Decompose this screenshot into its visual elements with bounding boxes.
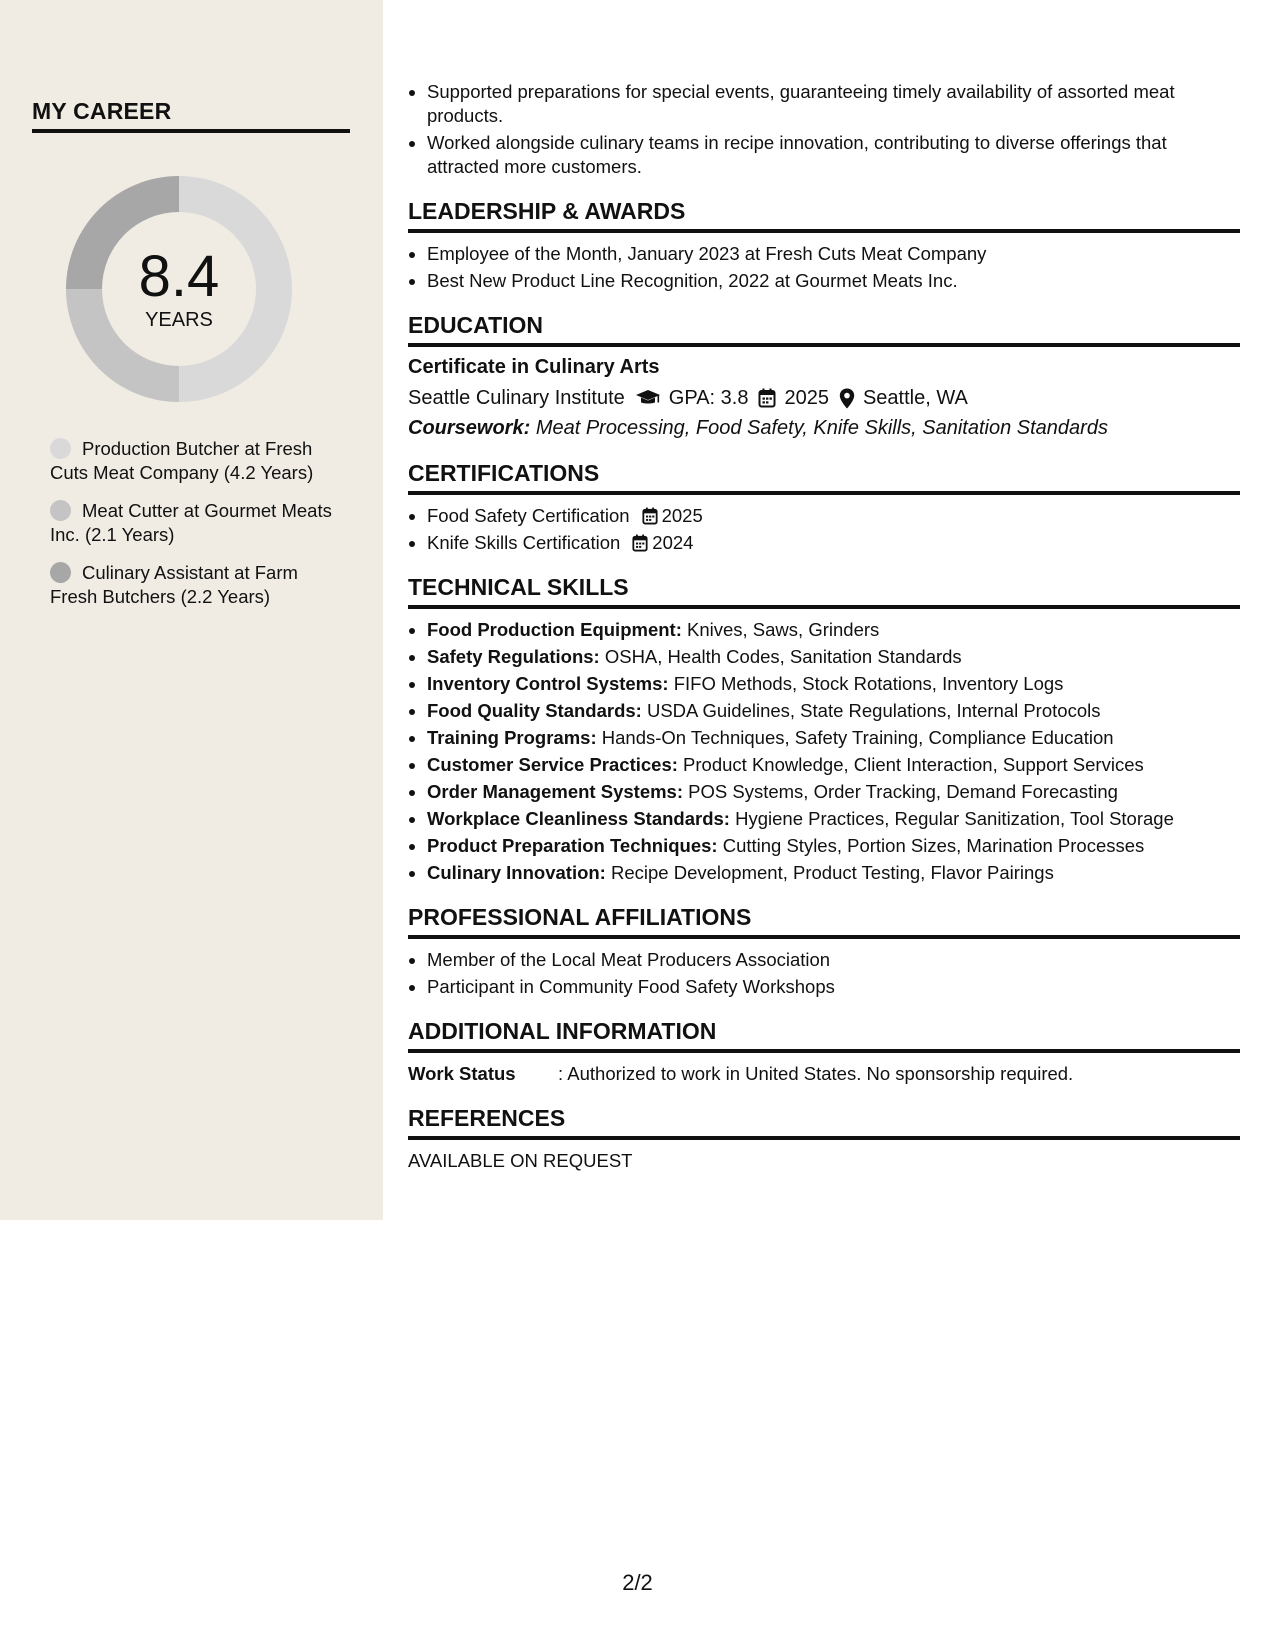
calendar-icon <box>758 388 776 408</box>
work-status-row <box>408 1062 1240 1086</box>
skill-label: Culinary Innovation: <box>427 862 606 883</box>
technical-skills-heading: TECHNICAL SKILLS <box>408 574 1240 609</box>
experience-bullets <box>408 80 1240 179</box>
skill-value: Knives, Saws, Grinders <box>687 619 880 640</box>
list-item: • Best New Product Line Recognition, 2022 at Gourmet Meats Inc. <box>427 269 1240 293</box>
skill-value: Cutting Styles, Portion Sizes, Marination Processes <box>722 835 1145 856</box>
skill-value: OSHA, Health Codes, Sanitation Standards <box>604 646 962 667</box>
skill-value: USDA Guidelines, State Regulations, Internal Protocols <box>646 700 1101 721</box>
certification-year: 2025 <box>661 505 703 526</box>
graduation-cap-icon <box>635 388 661 408</box>
donut-value: 8.4 <box>138 243 220 309</box>
degree-title: Certificate in Culinary Arts <box>408 356 660 378</box>
legend-dot <box>50 562 71 583</box>
references-text: AVAILABLE ON REQUEST <box>408 1150 633 1171</box>
skill-item <box>427 834 1240 858</box>
legend-label: Meat Cutter at Gourmet Meats Inc. (2.1 Years) <box>50 500 332 545</box>
affiliations-list <box>408 948 1240 999</box>
skill-label: Product Preparation Techniques: <box>427 835 718 856</box>
skill-label: Training Programs: <box>427 727 597 748</box>
legend-label: Culinary Assistant at Farm Fresh Butchers (2.2 Years) <box>50 562 298 607</box>
coursework <box>408 415 1240 441</box>
list-item: • Participant in Community Food Safety Workshops <box>427 975 1240 999</box>
education-heading: EDUCATION <box>408 312 1240 347</box>
skill-value: Hygiene Practices, Regular Sanitization, Tool Storage <box>735 808 1174 829</box>
certifications-list <box>408 504 1240 555</box>
skill-item <box>427 726 1240 750</box>
skill-label: Food Production Equipment: <box>427 619 682 640</box>
education-year: 2025 <box>784 387 829 409</box>
list-item: • Supported preparations for special events, guaranteeing timely availability of assorted meat products. <box>427 80 1240 128</box>
work-status-label: Work Status <box>408 1063 516 1084</box>
skill-label: Food Quality Standards: <box>427 700 642 721</box>
skill-label: Order Management Systems: <box>427 781 684 802</box>
skill-item <box>427 618 1240 642</box>
list-item: • Worked alongside culinary teams in recipe innovation, contributing to diverse offerings that attracted more customers. <box>427 131 1240 179</box>
certifications-heading: CERTIFICATIONS <box>408 460 1240 495</box>
coursework-value: Meat Processing, Food Safety, Knife Skills, Sanitation Standards <box>535 417 1108 439</box>
additional-info-heading: ADDITIONAL INFORMATION <box>408 1018 1240 1053</box>
main-content <box>408 80 1240 1173</box>
education-location: Seattle, WA <box>862 387 968 409</box>
skill-item <box>427 861 1240 885</box>
skill-item <box>427 645 1240 669</box>
skill-value: Recipe Development, Product Testing, Flavor Pairings <box>610 862 1054 883</box>
skill-value: FIFO Methods, Stock Rotations, Inventory Logs <box>673 673 1064 694</box>
legend-item <box>50 561 340 609</box>
legend-dot <box>50 438 71 459</box>
legend-label: Production Butcher at Fresh Cuts Meat Company (4.2 Years) <box>50 438 314 483</box>
leadership-heading: LEADERSHIP & AWARDS <box>408 198 1240 233</box>
legend-item <box>50 437 340 485</box>
calendar-icon <box>632 534 648 552</box>
list-item <box>427 504 1240 528</box>
sidebar <box>0 0 383 1220</box>
coursework-label: Coursework: <box>408 417 531 439</box>
skill-label: Safety Regulations: <box>427 646 600 667</box>
affiliations-heading: PROFESSIONAL AFFILIATIONS <box>408 904 1240 939</box>
skill-value: POS Systems, Order Tracking, Demand Forecasting <box>688 781 1118 802</box>
map-pin-icon <box>839 388 855 409</box>
leadership-list <box>408 242 1240 293</box>
skill-label: Workplace Cleanliness Standards: <box>427 808 730 829</box>
list-item <box>427 531 1240 555</box>
legend-item <box>50 499 340 547</box>
skills-list <box>408 618 1240 885</box>
certification-name: • Knife Skills Certification <box>427 532 621 553</box>
certification-name: • Food Safety Certification <box>427 505 630 526</box>
skill-value: Hands-On Techniques, Safety Training, Compliance Education <box>601 727 1114 748</box>
gpa: GPA: 3.8 <box>668 387 749 409</box>
references-heading: REFERENCES <box>408 1105 1240 1140</box>
list-item: • Employee of the Month, January 2023 at Fresh Cuts Meat Company <box>427 242 1240 266</box>
donut-unit: YEARS <box>145 308 213 331</box>
education-details <box>408 385 1240 411</box>
skill-value: Product Knowledge, Client Interaction, Support Services <box>683 754 1144 775</box>
donut-center <box>66 176 292 402</box>
skill-label: Inventory Control Systems: <box>427 673 669 694</box>
skill-item <box>427 699 1240 723</box>
skill-label: Customer Service Practices: <box>427 754 678 775</box>
certification-year: 2024 <box>652 532 694 553</box>
list-item: • Member of the Local Meat Producers Association <box>427 948 1240 972</box>
calendar-icon <box>642 507 658 525</box>
legend-dot <box>50 500 71 521</box>
work-status-value: : Authorized to work in United States. No sponsorship required. <box>558 1063 1074 1084</box>
skill-item <box>427 672 1240 696</box>
skill-item <box>427 807 1240 831</box>
my-career-heading: MY CAREER <box>32 98 350 133</box>
skill-item <box>427 780 1240 804</box>
school-name: Seattle Culinary Institute <box>408 387 625 409</box>
skill-item <box>427 753 1240 777</box>
page-number: 2/2 <box>622 1570 653 1595</box>
career-legend <box>50 437 340 623</box>
career-donut-chart <box>66 176 292 402</box>
